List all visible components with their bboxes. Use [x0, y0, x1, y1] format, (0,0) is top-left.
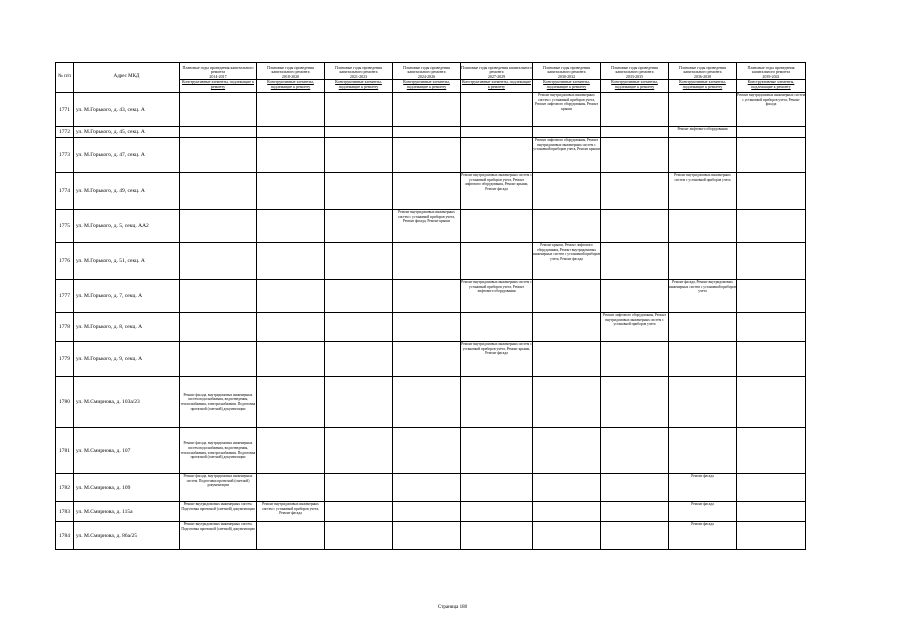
repair-works-cell	[533, 522, 601, 550]
repair-works-cell	[325, 243, 393, 280]
repair-works-cell	[325, 522, 393, 550]
period-years: 2039-2041	[762, 73, 780, 79]
repair-works-cell	[533, 173, 601, 210]
repair-works-cell	[737, 522, 806, 550]
repair-works-cell	[393, 173, 461, 210]
period-years: 2018-2020	[281, 73, 300, 79]
row-number-cell: 1777	[56, 280, 74, 313]
repair-works-cell	[669, 93, 737, 127]
repair-works-cell: Ремонт внутридомовых инженерных систем с установкой приборов учета, Ремонт фасада, Ремонт крыши	[393, 210, 461, 243]
period-title: Плановые годы проведения капитального ремонта	[461, 64, 532, 75]
repair-works-cell: Ремонт фасада, внутридомовых инженерных систем водоснабжения, водоотведения, теплоснабжения, электроснабжения. Подготовка проектной (сметной) документации	[180, 428, 257, 474]
num-column-header: № п/п	[56, 63, 74, 93]
repair-works-cell	[325, 93, 393, 127]
repair-works-cell	[180, 313, 257, 342]
repair-works-cell	[257, 127, 325, 138]
repair-works-cell	[325, 474, 393, 502]
row-number-cell: 1776	[56, 243, 74, 280]
period-subtitle: Конструктивные элементы, подлежащие к ремонту	[325, 79, 392, 89]
period-title: Плановые годы проведения капитального ремонта	[335, 64, 382, 75]
table-row	[56, 502, 806, 522]
repair-works-cell	[257, 93, 325, 127]
repair-works-cell	[737, 502, 806, 522]
repair-works-cell: Ремонт внутридомовых инженерных систем с установкой приборов учета, Ремонт фасада	[257, 502, 325, 522]
repair-works-cell	[533, 428, 601, 474]
repair-works-cell	[461, 502, 533, 522]
repair-works-cell	[669, 313, 737, 342]
period-years: 2030-2032	[557, 73, 576, 79]
repair-works-cell	[393, 377, 461, 428]
repair-works-cell	[257, 210, 325, 243]
row-number-cell: 1784	[56, 522, 74, 550]
repair-works-cell: Ремонт фасада	[669, 502, 737, 522]
repair-works-cell	[393, 127, 461, 138]
repair-works-cell: Ремонт внутридомовых инженерных систем с установкой приборов учета, Ремонт фасада	[737, 93, 806, 127]
row-number-cell: 1778	[56, 313, 74, 342]
repair-works-cell	[601, 428, 669, 474]
repair-works-cell	[180, 243, 257, 280]
repair-works-cell	[601, 210, 669, 243]
address-cell: ул. М.Горького, д. 49, секц. А	[74, 173, 180, 210]
repair-works-cell	[737, 428, 806, 474]
repair-works-cell	[601, 522, 669, 550]
table-row	[56, 93, 806, 127]
repair-works-cell	[737, 138, 806, 173]
repair-works-cell	[737, 313, 806, 342]
period-title: Плановые годы проведения капитального ремонта	[679, 64, 726, 75]
repair-works-cell	[461, 127, 533, 138]
address-cell: ул. М.Горького, д. 51, секц. А	[74, 243, 180, 280]
repair-works-cell	[325, 210, 393, 243]
repair-works-cell	[669, 428, 737, 474]
repair-works-cell	[601, 377, 669, 428]
repair-works-cell: Ремонт внутридомовых инженерных систем с установкой приборов учета, Ремонт крыши, Ремонт фасада	[461, 342, 533, 377]
period-column-header	[325, 63, 393, 93]
repair-works-cell	[393, 138, 461, 173]
period-subtitle: Конструктивные элементы, подлежащие к ремонту	[181, 79, 254, 89]
repair-works-cell: Ремонт лифтового оборудования, Ремонт внутридомовых инженерных систем с установкой приборов учета	[601, 313, 669, 342]
table-row	[56, 173, 806, 210]
repair-works-cell	[461, 93, 533, 127]
repair-works-cell	[180, 210, 257, 243]
row-number-cell: 1773	[56, 138, 74, 173]
repair-works-cell	[601, 138, 669, 173]
repair-works-cell	[737, 474, 806, 502]
address-cell: ул. М.Горького, д. 8, секц. А	[74, 313, 180, 342]
row-number-cell: 1774	[56, 173, 74, 210]
period-title: Плановые годы проведения капитального ремонта	[611, 64, 658, 75]
repair-works-cell	[257, 243, 325, 280]
repair-works-cell	[461, 522, 533, 550]
repair-works-cell	[601, 342, 669, 377]
repair-works-cell	[461, 428, 533, 474]
repair-works-cell	[601, 243, 669, 280]
period-years: 2036-2038	[693, 73, 712, 79]
repair-works-cell	[257, 138, 325, 173]
repair-works-cell	[325, 127, 393, 138]
period-column-header	[180, 63, 257, 93]
repair-works-cell	[533, 313, 601, 342]
repair-works-cell	[461, 377, 533, 428]
repair-works-cell	[737, 342, 806, 377]
repair-works-cell	[393, 243, 461, 280]
repair-works-cell	[669, 138, 737, 173]
period-subtitle: Конструктивные элементы, подлежащие к ремонту	[393, 79, 460, 89]
repair-works-cell	[325, 313, 393, 342]
row-number-cell: 1780	[56, 377, 74, 428]
period-years: 2021-2023	[349, 73, 368, 79]
table-row	[56, 377, 806, 428]
period-subtitle: Конструктивные элементы, подлежащие к ремонту	[737, 79, 805, 89]
repair-works-cell	[533, 210, 601, 243]
repair-works-cell	[393, 313, 461, 342]
repair-works-cell	[601, 173, 669, 210]
repair-works-cell: Ремонт внутридомовых инженерных систем с установкой приборов учета, Ремонт лифтового оборудования, Ремонт крыши	[533, 93, 601, 127]
repair-works-cell	[737, 210, 806, 243]
period-column-header	[601, 63, 669, 93]
repair-works-cell: Ремонт фасада, внутридомовых инженерных систем. Подготовка проектной (сметной) документации	[180, 474, 257, 502]
repair-works-cell	[393, 522, 461, 550]
row-number-cell: 1783	[56, 502, 74, 522]
repair-works-cell: Ремонт фасада, внутридомовых инженерных систем водоснабжения, водоотведения, теплоснабжения, электроснабжения. Подготовка проектной (сметной) документации	[180, 377, 257, 428]
period-column-header	[461, 63, 533, 93]
row-number-cell: 1782	[56, 474, 74, 502]
repair-works-cell	[180, 138, 257, 173]
repair-works-cell	[737, 377, 806, 428]
row-number-cell: 1775	[56, 210, 74, 243]
repair-works-cell	[601, 502, 669, 522]
repair-works-cell	[737, 280, 806, 313]
repair-works-cell: Ремонт лифтового оборудования, Ремонт внутридомовых инженерных систем с установкой приборов учета, Ремонт крыши	[533, 138, 601, 173]
repair-works-cell	[533, 502, 601, 522]
period-subtitle: Конструктивные элементы, подлежащие к ремонту	[257, 79, 324, 89]
repair-works-cell: Ремонт внутридомовых инженерных систем с установкой приборов учета	[669, 173, 737, 210]
table-row	[56, 210, 806, 243]
repair-works-cell	[393, 342, 461, 377]
address-cell: ул. М.Смирнова, д. 115а	[74, 502, 180, 522]
table-body	[56, 93, 806, 550]
period-subtitle: Конструктивные элементы, подлежащие к ремонту	[533, 79, 600, 89]
repair-works-cell: Ремонт внутридомовых инженерных систем. Подготовка проектной (сметной) документации	[180, 502, 257, 522]
repair-works-cell	[669, 342, 737, 377]
repair-works-cell	[180, 93, 257, 127]
repair-works-cell	[257, 342, 325, 377]
address-cell: ул. М.Горького, д. 43, секц. А	[74, 93, 180, 127]
repair-works-cell	[325, 280, 393, 313]
repair-works-cell	[393, 280, 461, 313]
repair-works-cell	[601, 474, 669, 502]
repair-works-cell	[257, 313, 325, 342]
period-title: Плановые годы проведения капитального ремонта	[182, 64, 254, 75]
address-cell: ул. М.Смирнова, д. 107	[74, 428, 180, 474]
table-row	[56, 280, 806, 313]
table-row	[56, 127, 806, 138]
period-column-header	[533, 63, 601, 93]
repair-works-cell	[257, 522, 325, 550]
period-column-header	[737, 63, 806, 93]
repair-works-cell	[533, 377, 601, 428]
repair-works-cell	[461, 313, 533, 342]
table-row	[56, 342, 806, 377]
repair-works-cell	[461, 210, 533, 243]
period-years: 2014-2017	[209, 73, 227, 79]
repair-works-cell	[533, 127, 601, 138]
address-column-header: Адрес МКД	[74, 63, 180, 93]
row-number-cell: 1771	[56, 93, 74, 127]
repair-works-cell	[461, 243, 533, 280]
period-years: 2027-2029	[487, 73, 506, 79]
repair-works-cell: Ремонт внутридомовых инженерных систем с установкой приборов учета, Ремонт лифтового оборудования, Ремонт крыши, Ремонт фасада	[461, 173, 533, 210]
repair-works-cell	[533, 280, 601, 313]
repair-works-cell	[737, 173, 806, 210]
capital-repair-table	[55, 62, 806, 550]
repair-works-cell	[180, 173, 257, 210]
repair-works-cell	[669, 243, 737, 280]
repair-works-cell	[257, 280, 325, 313]
row-number-cell: 1772	[56, 127, 74, 138]
period-years: 2033-2035	[625, 73, 644, 79]
repair-works-cell	[325, 138, 393, 173]
period-years: 2024-2026	[417, 73, 436, 79]
repair-works-cell: Ремонт лифтового оборудования	[669, 127, 737, 138]
repair-works-cell	[737, 243, 806, 280]
repair-works-cell	[180, 342, 257, 377]
repair-works-cell	[393, 502, 461, 522]
repair-works-cell	[325, 342, 393, 377]
address-cell: ул. М.Смирнова, д. 103а/23	[74, 377, 180, 428]
repair-works-cell	[325, 428, 393, 474]
period-title: Плановые годы проведения капитального ремонта	[403, 64, 450, 75]
period-column-header	[393, 63, 461, 93]
table-row	[56, 138, 806, 173]
period-title: Плановые годы проведения капитального ремонта	[747, 64, 795, 75]
repair-works-cell	[393, 428, 461, 474]
table-row	[56, 522, 806, 550]
repair-works-cell	[325, 377, 393, 428]
repair-works-cell	[601, 93, 669, 127]
repair-works-cell	[737, 127, 806, 138]
address-cell: ул. М.Смирнова, д. 109	[74, 474, 180, 502]
repair-works-cell	[257, 428, 325, 474]
repair-works-cell	[601, 127, 669, 138]
address-cell: ул. М.Горького, д. 47, секц. А	[74, 138, 180, 173]
repair-works-cell	[325, 173, 393, 210]
repair-works-cell	[257, 377, 325, 428]
repair-works-cell	[533, 342, 601, 377]
repair-works-cell	[257, 474, 325, 502]
table-row	[56, 428, 806, 474]
repair-works-cell: Ремонт фасада	[669, 474, 737, 502]
address-cell: ул. М.Горького, д. 5, секц. АА2	[74, 210, 180, 243]
row-number-cell: 1781	[56, 428, 74, 474]
table-row	[56, 243, 806, 280]
repair-works-cell: Ремонт внутридомовых инженерных систем. Подготовка проектной (сметной) документации	[180, 522, 257, 550]
period-subtitle: Конструктивные элементы, подлежащие к ремонту	[669, 79, 736, 89]
period-column-header	[669, 63, 737, 93]
period-title: Плановые годы проведения капитального ремонта	[543, 64, 590, 75]
address-cell: ул. М.Горького, д. 9, секц. А	[74, 342, 180, 377]
repair-works-cell	[257, 173, 325, 210]
repair-works-cell	[393, 93, 461, 127]
period-subtitle: Конструктивные элементы, подлежащие к ремонту	[461, 79, 532, 89]
repair-works-cell	[669, 210, 737, 243]
repair-works-cell	[461, 474, 533, 502]
address-cell: ул. М.Смирнова, д. 86а/25	[74, 522, 180, 550]
repair-works-cell	[601, 280, 669, 313]
address-cell: ул. М.Горького, д. 45, секц. А	[74, 127, 180, 138]
repair-works-cell: Ремонт фасада, Ремонт внутридомовых инженерных систем с установкой приборов учета	[669, 280, 737, 313]
page-number: Страница 180	[437, 605, 468, 610]
repair-works-cell	[393, 474, 461, 502]
repair-works-cell	[669, 377, 737, 428]
repair-works-cell	[461, 138, 533, 173]
table-header-row	[56, 63, 806, 93]
row-number-cell: 1779	[56, 342, 74, 377]
table-row	[56, 313, 806, 342]
repair-works-cell: Ремонт крыши, Ремонт лифтового оборудования, Ремонт внутридомовых инженерных систем с установкой приборов учета, Ремонт фасада	[533, 243, 601, 280]
repair-works-cell	[180, 127, 257, 138]
address-cell: ул. М.Горького, д. 7, секц. А	[74, 280, 180, 313]
table-row	[56, 474, 806, 502]
repair-works-cell: Ремонт фасада	[669, 522, 737, 550]
repair-works-cell	[180, 280, 257, 313]
repair-works-cell	[325, 502, 393, 522]
repair-works-cell: Ремонт внутридомовых инженерных систем с установкой приборов учета, Ремонт лифтового оборудования	[461, 280, 533, 313]
period-column-header	[257, 63, 325, 93]
period-title: Плановые годы проведения капитального ремонта	[267, 64, 314, 75]
period-subtitle: Конструктивные элементы, подлежащие к ремонту	[601, 79, 668, 89]
repair-works-cell	[533, 474, 601, 502]
